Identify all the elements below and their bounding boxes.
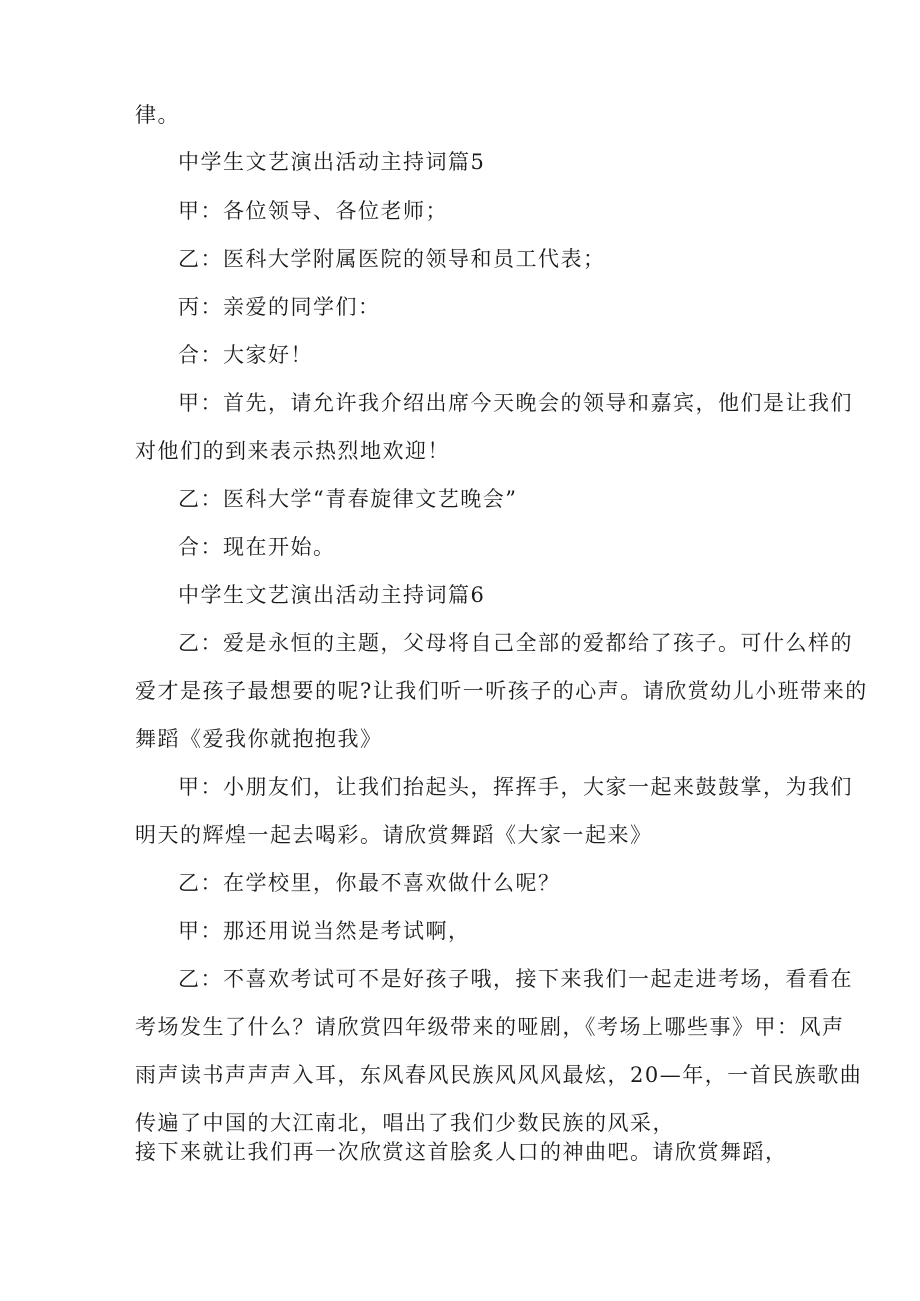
text-line: 乙：爱是永恒的主题，父母将自己全部的爱都给了孩子。可什么样的 <box>178 631 853 655</box>
text-line: 雨声读书声声声入耳，东风春风民族风风风最炫，20—年，一首民族歌曲 <box>135 1063 863 1087</box>
text-line: 对他们的到来表示热烈地欢迎！ <box>135 439 450 463</box>
text-line: 明天的辉煌一起去喝彩。请欣赏舞蹈《大家一起来》 <box>135 823 653 847</box>
text-line: 乙：医科大学“青春旋律文艺晚会” <box>178 487 518 511</box>
text-line: 考场发生了什么？请欣赏四年级带来的哑剧，《考场上哪些事》甲：风声 <box>135 1015 845 1039</box>
text-line: 甲：那还用说当然是考试啊， <box>178 919 471 943</box>
section-heading: 中学生文艺演出活动主持词篇5 <box>178 150 486 174</box>
text-line: 甲：小朋友们，让我们抬起头，挥挥手，大家一起来鼓鼓掌，为我们 <box>178 775 853 799</box>
text-line: 接下来就让我们再一次欣赏这首脍炙人口的神曲吧。请欣赏舞蹈， <box>135 1140 788 1164</box>
text-line: 律。 <box>135 103 180 127</box>
text-line: 乙：不喜欢考试可不是好孩子哦，接下来我们一起走进考场，看看在 <box>178 967 853 991</box>
text-line: 丙：亲爱的同学们： <box>178 295 381 319</box>
text-line: 舞蹈《爱我你就抱抱我》 <box>135 727 383 751</box>
text-line: 合：现在开始。 <box>178 535 336 559</box>
text-line: 爱才是孩子最想要的呢?让我们听一听孩子的心声。请欣赏幼儿小班带来的 <box>135 679 868 703</box>
text-line: 乙：在学校里，你最不喜欢做什么呢？ <box>178 871 561 895</box>
text-line: 甲：首先，请允许我介绍出席今天晚会的领导和嘉宾，他们是让我们 <box>178 391 853 415</box>
text-line: 合：大家好！ <box>178 343 313 367</box>
text-line: 传遍了中国的大江南北，唱出了我们少数民族的风采， <box>135 1111 675 1135</box>
text-line: 乙：医科大学附属医院的领导和员工代表； <box>178 247 606 271</box>
section-heading: 中学生文艺演出活动主持词篇6 <box>178 583 486 607</box>
text-line: 甲：各位领导、各位老师； <box>178 199 448 223</box>
